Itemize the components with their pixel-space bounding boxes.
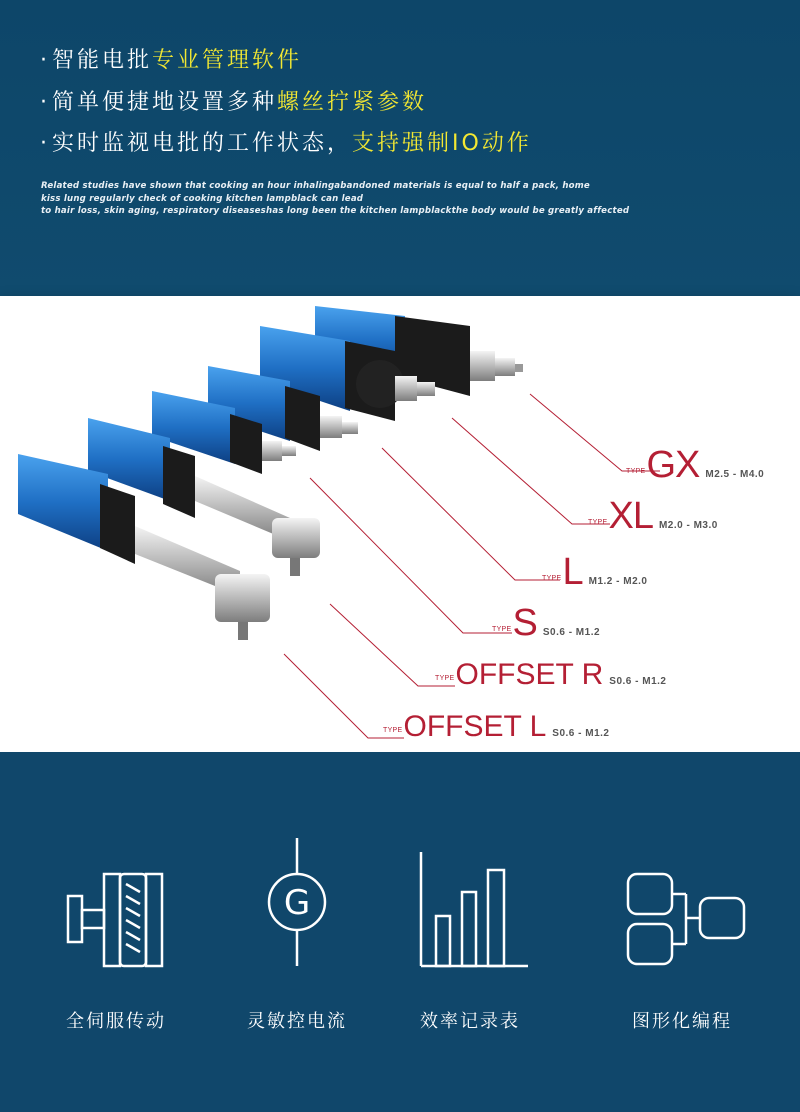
model-range: M2.5 - M4.0	[705, 469, 765, 480]
feature-bullet-1	[40, 46, 302, 76]
features-section	[0, 752, 800, 1112]
bullet-dot: ·	[40, 131, 50, 156]
model-name: L	[562, 551, 583, 593]
model-label-offset-l	[383, 710, 610, 744]
feature-label-servo: 全伺服传动	[66, 1011, 166, 1032]
generator-current-icon	[262, 836, 332, 968]
bullet-highlight: 螺丝拧紧参数	[277, 90, 428, 115]
model-range: M2.0 - M3.0	[658, 520, 718, 531]
model-name: XL	[608, 495, 653, 537]
feature-label-graphical: 图形化编程	[632, 1011, 732, 1032]
model-label-gx	[626, 444, 764, 487]
bullet-text: 简单便捷地设置多种	[52, 90, 278, 115]
model-name: OFFSET R	[455, 658, 604, 691]
description-line: Related studies have shown that cooking an hour inhalingabandoned materials is equal to half a pack, home	[41, 181, 590, 191]
model-label-l	[542, 551, 647, 594]
svg-text:G: G	[283, 883, 311, 923]
product-lineup-image	[0, 296, 800, 752]
type-word: TYPE	[383, 727, 403, 734]
type-word: TYPE	[542, 575, 562, 582]
feature-label-current: 灵敏控电流	[247, 1011, 347, 1032]
type-word: TYPE	[626, 468, 646, 475]
description-line: kiss lung regularly check of cooking kitchen lampblack can lead	[41, 193, 364, 204]
model-range: M1.2 - M2.0	[588, 576, 648, 587]
flowchart-blocks-icon	[624, 870, 748, 970]
bullet-dot: ·	[40, 90, 50, 115]
bullet-highlight: 支持强制IO动作	[352, 131, 532, 156]
model-range: S0.6 - M1.2	[609, 676, 667, 687]
bullet-highlight: 专业管理软件	[152, 48, 303, 73]
type-word: TYPE	[435, 675, 455, 682]
model-range: S0.6 - M1.2	[552, 728, 610, 739]
model-name: OFFSET L	[403, 710, 547, 743]
model-label-offset-r	[435, 658, 666, 692]
type-word: TYPE	[492, 626, 512, 633]
bullet-text: 智能电批	[52, 48, 153, 73]
model-name: S	[512, 602, 537, 644]
feature-label-efficiency: 效率记录表	[420, 1011, 520, 1032]
feature-bullet-3	[40, 129, 532, 159]
servo-drive-icon	[64, 870, 168, 970]
feature-bullet-2	[40, 88, 427, 118]
bullet-text: 实时监视电批的工作状态，	[52, 131, 353, 156]
bullet-dot: ·	[40, 48, 50, 73]
description-text	[41, 180, 761, 218]
description-line: to hair loss, skin aging, respiratory diseaseshas long been the kitchen lampblackthe body would be greatly affected	[41, 206, 630, 216]
model-range: S0.6 - M1.2	[542, 627, 601, 638]
model-label-s	[492, 602, 600, 645]
model-name: GX	[646, 444, 700, 486]
header-section	[0, 0, 800, 296]
bar-chart-icon	[418, 850, 530, 970]
type-word: TYPE	[588, 519, 608, 526]
model-label-xl	[588, 495, 718, 538]
